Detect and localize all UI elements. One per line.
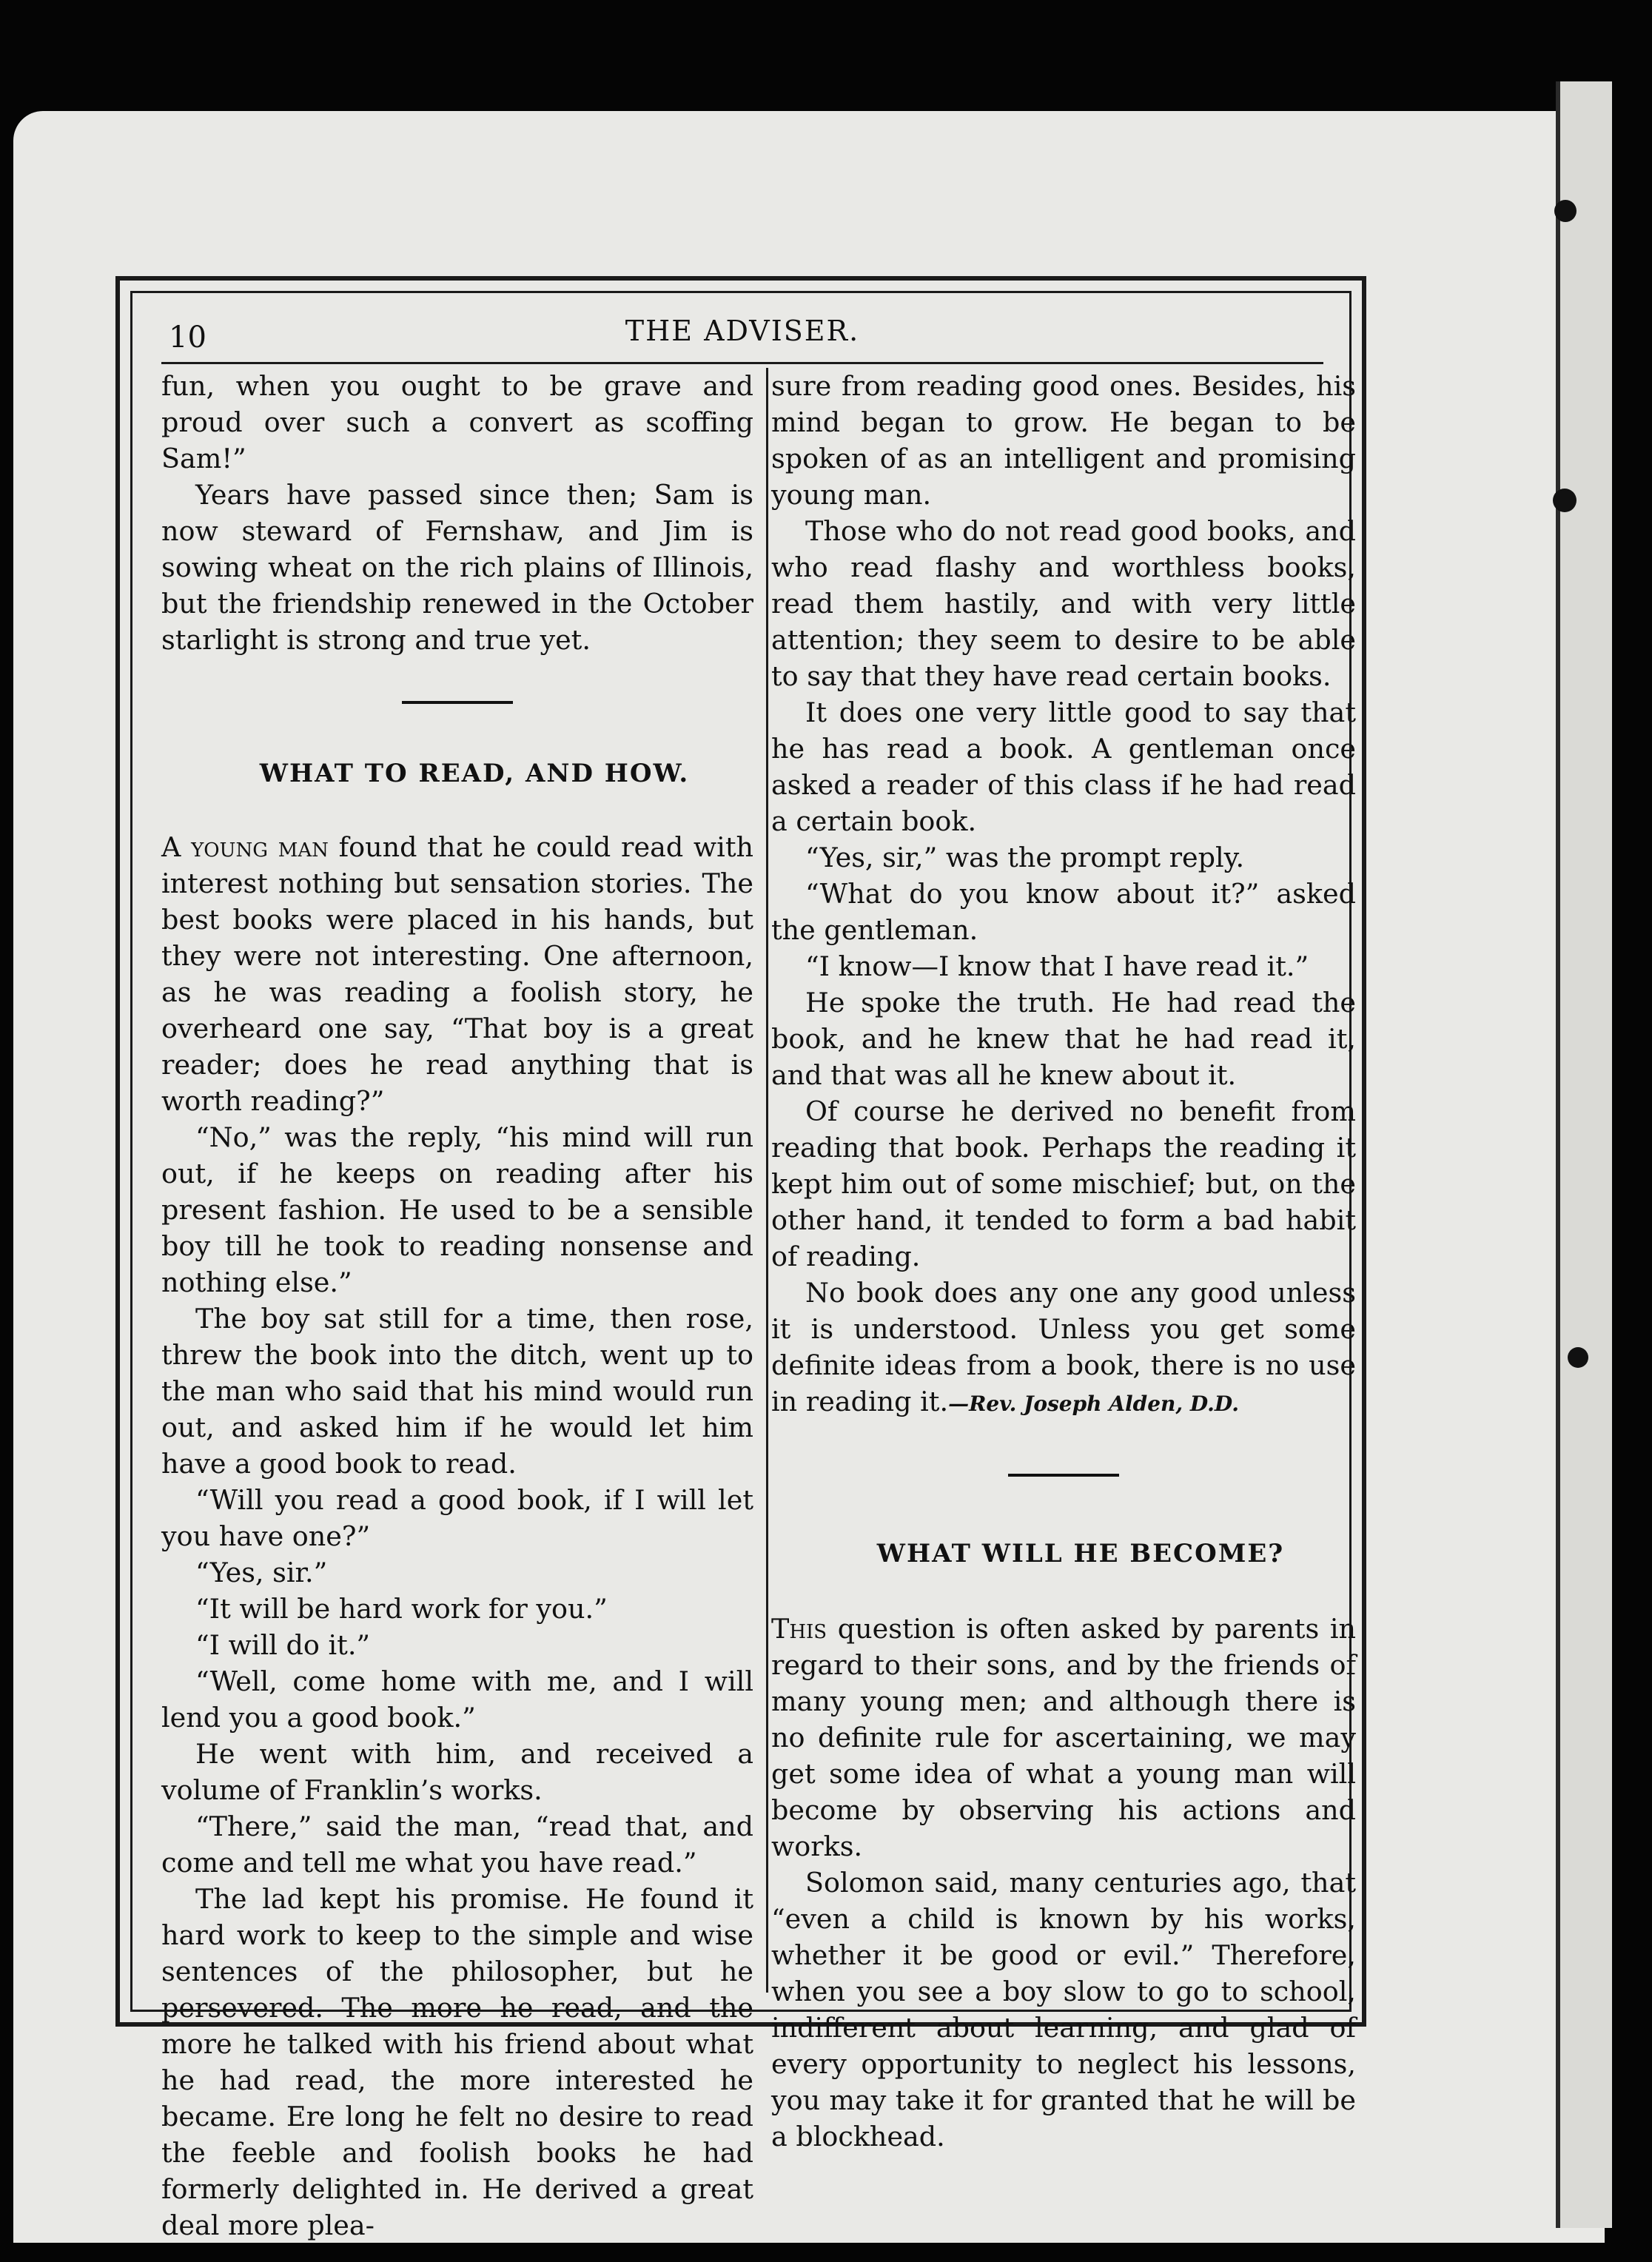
paragraph: “What do you know about it?” asked the gentleman. — [771, 878, 1356, 946]
paragraph: “I will do it.” — [195, 1629, 371, 1661]
paragraph: “Will you read a good book, if I will let you have one?” — [161, 1484, 753, 1552]
lead-in: This — [771, 1613, 827, 1645]
paragraph: He spoke the truth. He had read the book, and he knew that he had read it, and that was all he knew about it. — [771, 987, 1356, 1091]
running-title: THE ADVISER. — [625, 315, 860, 347]
paragraph: “Yes, sir,” was the prompt reply. — [805, 842, 1245, 873]
column-divider — [766, 368, 768, 1993]
page-number: 10 — [169, 320, 206, 355]
right-column — [771, 368, 1356, 2155]
paragraph: He went with him, and received a volume of Franklin’s works. — [161, 1738, 753, 1806]
paragraph: Those who do not read good books, and who read flashy and worthless books, read them hastily, and with very little attention; they seem to desire to be able to say that they have read certain books. — [771, 515, 1356, 692]
paragraph — [161, 829, 753, 1119]
paragraph: “There,” said the man, “read that, and come and tell me what you have read.” — [161, 1810, 753, 1879]
paragraph: “No,” was the reply, “his mind will run out, if he keeps on reading after his present fashion. He used to be a sensible boy till he took to reading nonsense and nothing else.” — [161, 1121, 753, 1298]
paragraph: “Well, come home with me, and I will lend you a good book.” — [161, 1665, 753, 1734]
paragraph: sure from reading good ones. Besides, his mind began to grow. He began to be spoken of as an intelligent and promising young man. — [771, 370, 1356, 511]
paragraph: The boy sat still for a time, then rose, threw the book into the ditch, went up to the man who said that his mind would run out, and asked him if he would let him have a good book to read. — [161, 1303, 753, 1480]
paragraph: The lad kept his promise. He found it hard work to keep to the simple and wise sentences of the philosopher, but he persevered. The more he read, and the more he talked with his friend about what he had read, the more interested he became. Ere long he felt no desire to read the feeble and foolish books he had formerly delighted in. He derived a great deal more plea- — [161, 1883, 753, 2241]
paragraph — [771, 1611, 1356, 1865]
paragraph: “I know—I know that I have read it.” — [805, 950, 1309, 982]
paragraph: “It will be hard work for you.” — [195, 1593, 608, 1625]
paragraph: Solomon said, many centuries ago, that “even a child is known by his works, whether it be good or evil.” Therefore, when you see a boy slow to go to school, indifferent about learning, and glad of every opportunity to neglect his lessons, you may take it for granted that he will be a blockhead. — [771, 1867, 1356, 2152]
paragraph: “Yes, sir.” — [195, 1557, 328, 1588]
section-heading-what-will-he-become: WHAT WILL HE BECOME? — [876, 1539, 1285, 1568]
paragraph: Of course he derived no benefit from reading that book. Perhaps the reading it kept him out of some mischief; but, on the other hand, it tended to form a bad habit of reading. — [771, 1095, 1356, 1272]
paragraph: Years have passed since then; Sam is now steward of Fernshaw, and Jim is sowing wheat on the rich plains of Illinois, but the friendship renewed in the October starlight is strong and true yet. — [161, 479, 753, 656]
paragraph — [771, 1275, 1356, 1422]
attribution: —Rev. Joseph Alden, D.D. — [948, 1392, 1239, 1416]
lead-in: A young man — [161, 831, 329, 863]
scan-speck — [1554, 200, 1577, 222]
page-frame — [115, 276, 1366, 2241]
scan-speck — [1553, 489, 1577, 512]
page-header — [161, 310, 1323, 364]
paragraph-text: question is often asked by parents in regard to their sons, and by the friends of many young men; and although there is no definite rule for ascertaining, we may get some idea of what a young man will become by observing his actions and works. — [771, 1613, 1356, 1862]
paragraph-text: found that he could read with interest nothing but sensation stories. The best books were placed in his hands, but they were not interesting. One afternoon, as he was reading a foolish story, he overheard one say, “That boy is a great reader; does he read anything that is worth reading?” — [161, 831, 754, 1117]
paragraph-text: No book does any one any good unless it is understood. Unless you get some definite ideas from a book, there is no use in reading it. — [771, 1277, 1356, 1417]
paragraph: It does one very little good to say that he has read a book. A gentleman once asked a reader of this class if he had read a certain book. — [771, 697, 1356, 837]
section-heading-what-to-read: WHAT TO READ, AND HOW. — [259, 759, 690, 788]
scan-speck — [1568, 1347, 1588, 1368]
paragraph: fun, when you ought to be grave and proud over such a convert as scoffing Sam!” — [161, 370, 753, 474]
left-column — [161, 368, 753, 2243]
